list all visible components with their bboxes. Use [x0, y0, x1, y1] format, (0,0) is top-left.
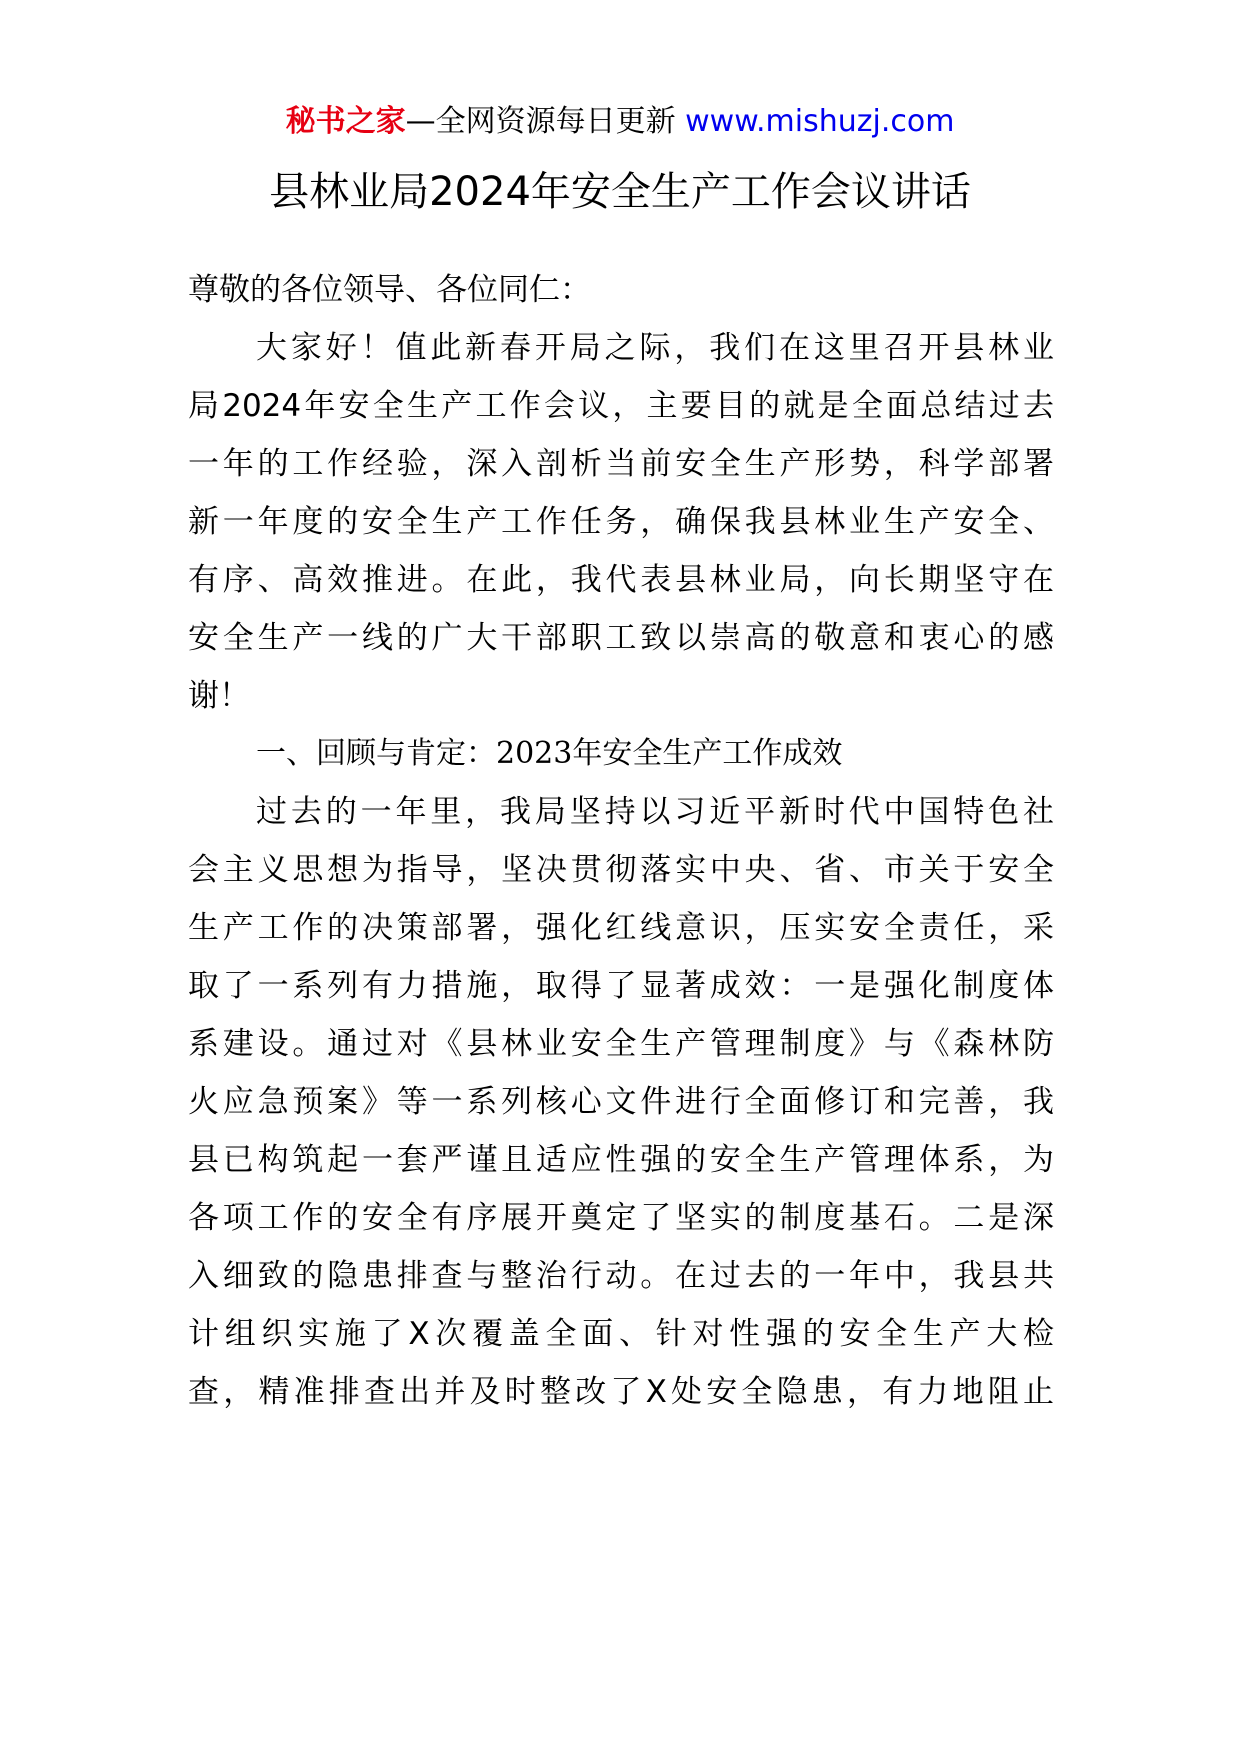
body-line: 安全生产一线的广大干部职工致以崇高的敬意和衷心的感 — [188, 620, 1054, 656]
body-line: 一年的工作经验，深入剖析当前安全生产形势，科学部署 — [188, 446, 1054, 482]
salutation-line: 尊敬的各位领导、各位同仁： — [188, 272, 591, 308]
body-line: 县已构筑起一套严谨且适应性强的安全生产管理体系，为 — [188, 1142, 1054, 1178]
body-line: 会主义思想为指导，坚决贯彻落实中央、省、市关于安全 — [188, 852, 1054, 888]
body-line: 各项工作的安全有序展开奠定了坚实的制度基石。二是深 — [188, 1200, 1054, 1236]
body-line: 取了一系列有力措施，取得了显著成效：一是强化制度体 — [188, 968, 1054, 1004]
body-line: 有序、高效推进。在此，我代表县林业局，向长期坚守在 — [188, 562, 1054, 598]
body-line: 局2024年安全生产工作会议，主要目的就是全面总结过去 — [188, 388, 1054, 424]
header-url-link[interactable]: www.mishuzj.com — [685, 104, 955, 139]
body-line: 过去的一年里，我局坚持以习近平新时代中国特色社 — [256, 794, 1054, 830]
body-line: 计组织实施了X次覆盖全面、针对性强的安全生产大检 — [188, 1316, 1054, 1352]
body-line: 火应急预案》等一系列核心文件进行全面修订和完善，我 — [188, 1084, 1054, 1120]
body-line: 生产工作的决策部署，强化红线意识，压实安全责任，采 — [188, 910, 1054, 946]
body-line: 系建设。通过对《县林业安全生产管理制度》与《森林防 — [188, 1026, 1054, 1062]
body-line: 谢！ — [188, 678, 250, 714]
header-banner — [0, 102, 1240, 142]
body-line: 入细致的隐患排查与整治行动。在过去的一年中，我县共 — [188, 1258, 1054, 1294]
body-line: 查，精准排查出并及时整改了X处安全隐患，有力地阻止 — [188, 1374, 1054, 1410]
header-slogan: —全网资源每日更新 — [405, 104, 676, 139]
document-title: 县林业局2024年安全生产工作会议讲话 — [269, 169, 971, 215]
header-brand: 秘书之家 — [285, 104, 406, 139]
body-line: 新一年度的安全生产工作任务，确保我县林业生产安全、 — [188, 504, 1054, 540]
section-heading: 一、回顾与肯定：2023年安全生产工作成效 — [256, 736, 843, 771]
body-line: 大家好！值此新春开局之际，我们在这里召开县林业 — [256, 330, 1054, 366]
